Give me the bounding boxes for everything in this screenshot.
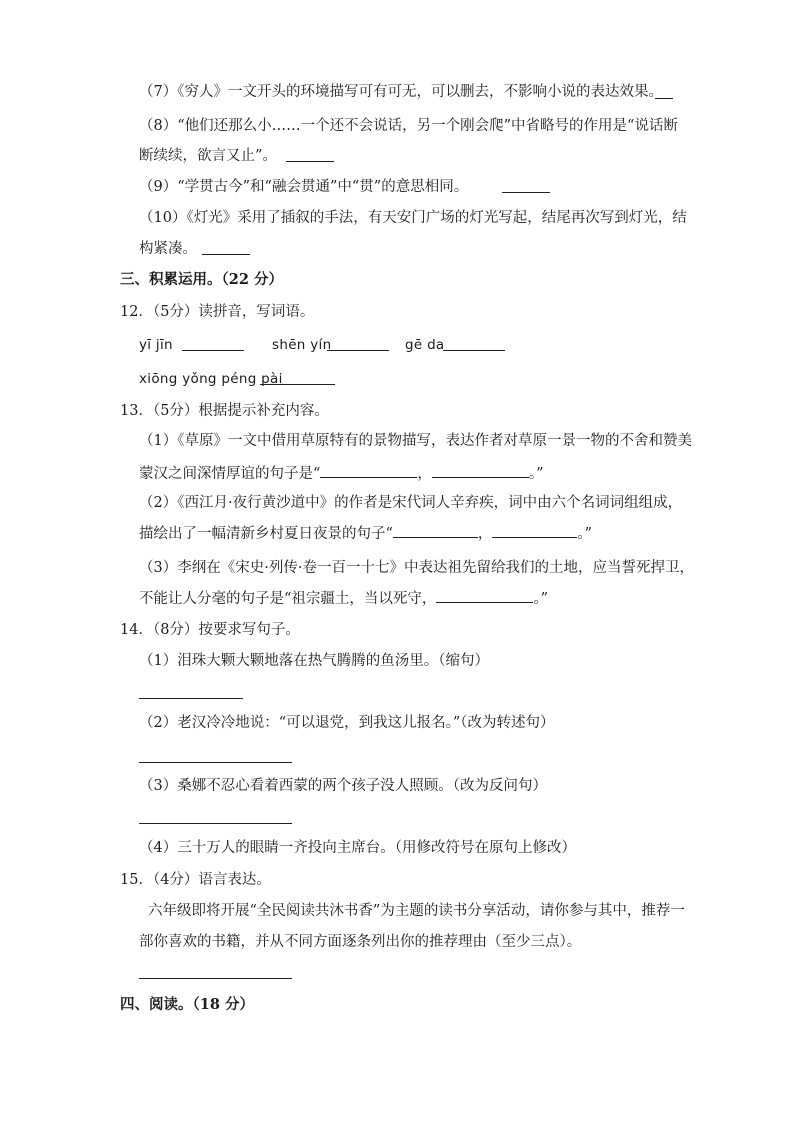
q14-item-2-answer-line[interactable] [139,762,292,763]
q13-item-1-blank-b[interactable] [432,463,529,478]
closing-quote: 。” [528,466,544,482]
comma: ， [477,526,493,542]
q11-item-7-text: （7）《穷人》一文开头的环境描写可有可无，可以删去，不影响小说的表达效果。 [139,84,663,100]
q11-item-8-line1: （8）“他们还那么小……一个还不会说话，另一个刚会爬”中省略号的作用是“说话断 [139,118,678,134]
closing-quote: 。” [533,591,549,607]
comma: ， [417,466,432,482]
q13-item-2-line2 [139,523,592,544]
q13-item-1-blank-a[interactable] [320,463,417,478]
q13-item-1-prompt: 蒙汉之间深情厚谊的句子是“ [139,466,321,482]
q14-item-3: （3）桑娜不忍心看着西蒙的两个孩子没人照顾。（改为反问句） [139,778,547,794]
q11-item-8-answer-blank[interactable] [286,161,334,162]
q13-item-1-line2 [139,463,544,484]
q11-item-7-answer-blank[interactable] [655,98,673,99]
q15-answer-line[interactable] [139,978,292,979]
q14-item-2: （2）老汉冷冷地说：“可以退党，到我这儿报名。”（改为转述句） [139,715,555,731]
q13-item-3-blank[interactable] [436,588,533,603]
q12-pinyin-1: yī jīn [139,337,173,353]
q11-item-7 [139,82,663,102]
q11-item-9-answer-blank[interactable] [502,192,550,193]
q13-item-2-line1: （2）《西江月·夜行黄沙道中》的作者是宋代词人辛弃疾，词中由六个名词词组组成， [139,495,683,511]
q11-item-10-line2: 构紧凑。 [139,241,197,257]
q13-item-1-line1: （1）《草原》一文中借用草原特有的景物描写，表达作者对草原一景一物的不舍和赞美 [139,433,692,449]
q13-item-3-line2 [139,588,548,609]
q13-title: 13．（5分）根据提示补充内容。 [120,403,329,419]
q14-item-1-answer-line[interactable] [139,698,243,699]
q11-item-8-text: 断续续，欲言又止”。 [139,148,277,164]
q12-pinyin-3: gē da [405,337,445,353]
section-4-heading: 四、阅读。（18 分） [120,996,254,1013]
q15-paragraph-line1: 六年级即将开展“全民阅读共沐书香”为主题的读书分享活动，请你参与其中，推荐一 [148,903,685,919]
q14-item-1: （1）泪珠大颗大颗地落在热气腾腾的鱼汤里。（缩句） [139,653,489,669]
q12-pinyin-2: shēn yín [272,337,332,353]
section-3-heading: 三、积累运用。（22 分） [120,271,283,288]
q13-item-3-line1: （3）李纲在《宋史·列传·卷一百一十七》中表达祖先留给我们的土地，应当誓死捍卫， [139,560,694,576]
q14-item-4: （4）三十万人的眼睛一齐投向主席台。（用修改符号在原句上修改） [139,840,576,856]
q15-paragraph-line2: 部你喜欢的书籍，并从不同方面逐条列出你的推荐理由（至少三点）。 [139,934,582,950]
q14-item-3-answer-line[interactable] [139,823,292,824]
q11-item-9: （9）“学贯古今”和“融会贯通”中“贯”的意思相同。 [139,179,469,195]
q12-blank-4[interactable] [260,384,335,385]
q11-item-10-line1: （10）《灯光》采用了插叙的手法，有天安门广场的灯光写起，结尾再次写到灯光，结 [139,210,687,226]
q12-blank-1[interactable] [182,350,244,351]
q14-title: 14．（8分）按要求写句子。 [120,622,300,638]
q12-blank-3[interactable] [443,350,505,351]
q11-item-8-line2 [139,146,277,166]
q13-item-2-blank-a[interactable] [393,523,478,538]
q15-title: 15．（4分）语言表达。 [120,872,271,888]
q13-item-2-blank-b[interactable] [492,523,577,538]
q12-pinyin-4: xiōng yǒng péng pài [139,371,283,387]
q11-item-10-answer-blank[interactable] [202,254,250,255]
q12-title: 12．（5分）读拼音，写词语。 [120,304,315,320]
q13-item-2-prompt: 描绘出了一幅清新乡村夏日夜景的句子“ [139,526,393,542]
closing-quote: 。” [577,526,593,542]
q12-blank-2[interactable] [327,350,389,351]
q13-item-3-prompt: 不能让人分毫的句子是“祖宗疆土，当以死守， [139,591,437,607]
